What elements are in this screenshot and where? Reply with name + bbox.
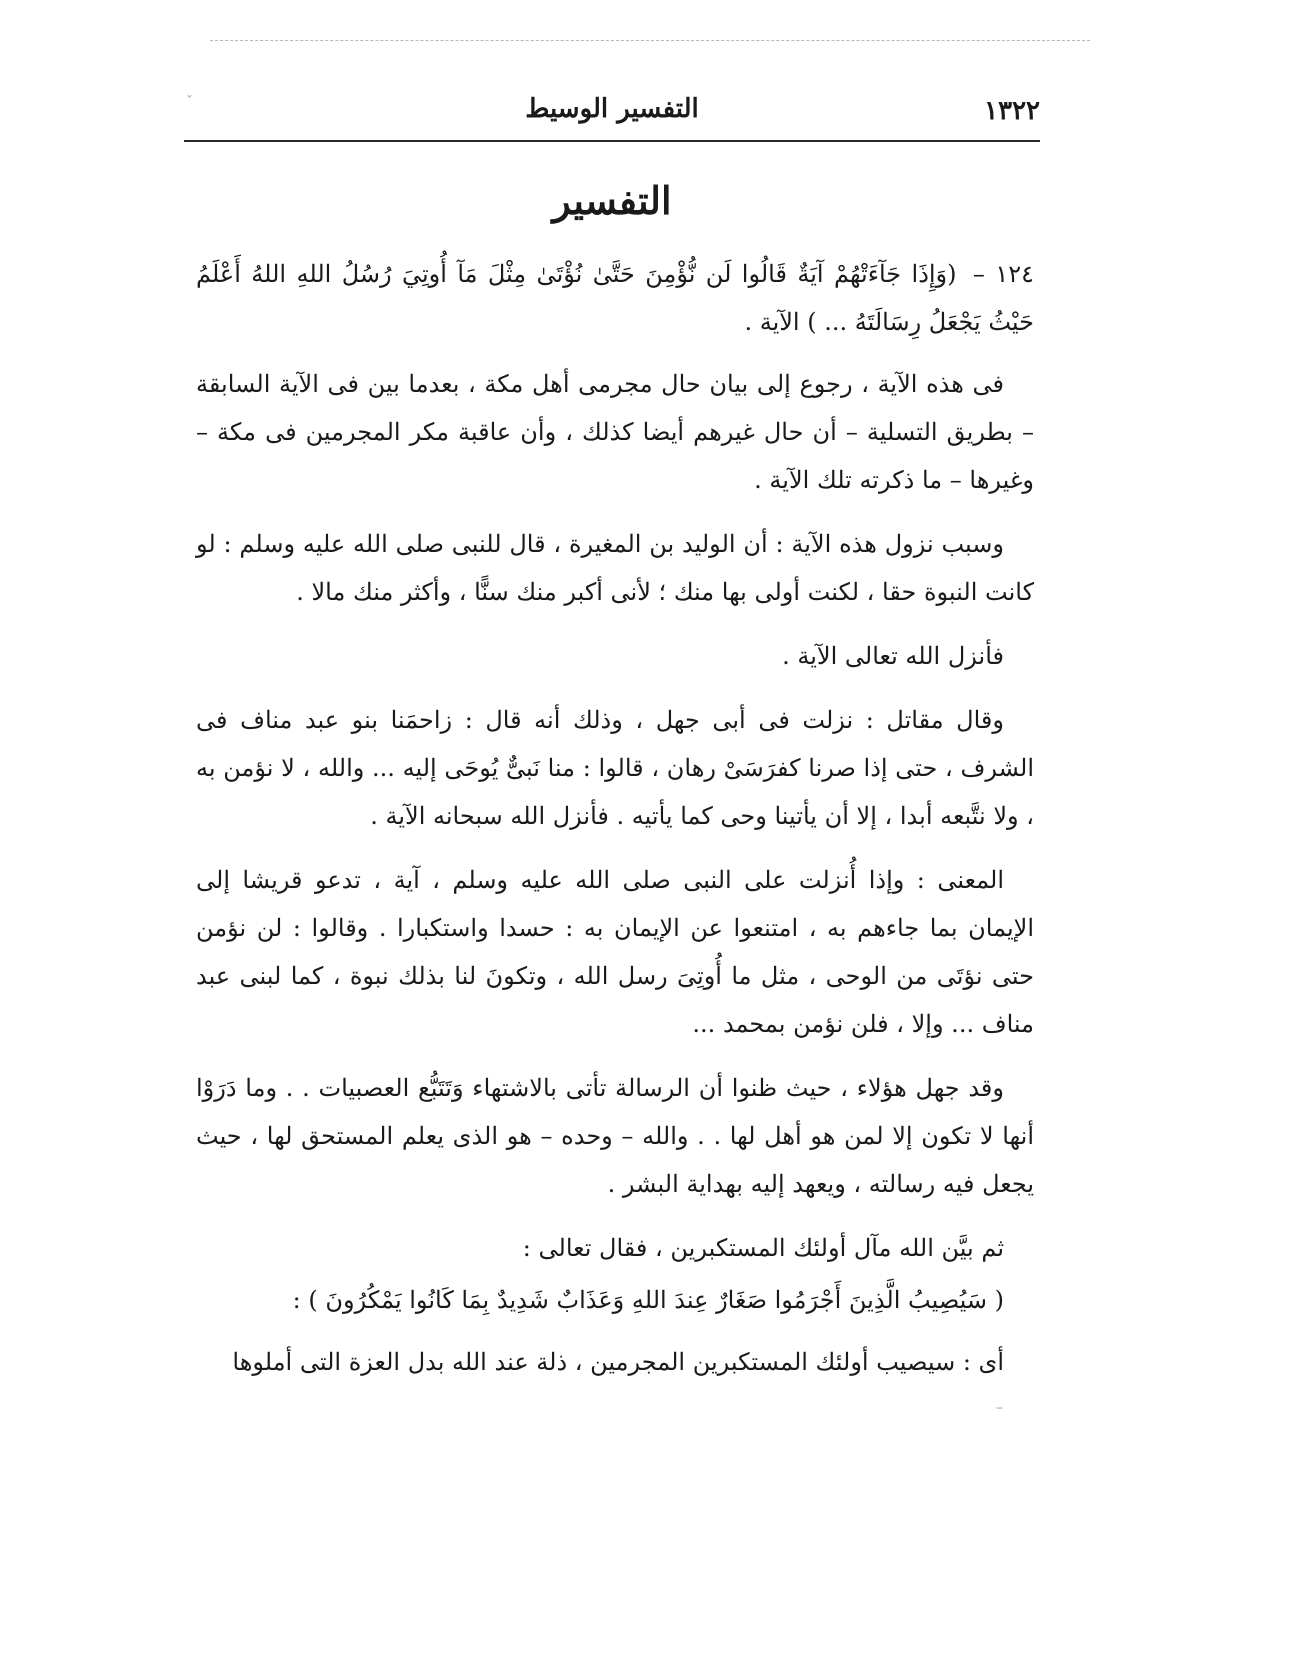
paragraph-4: وقال مقاتل : نزلت فى أبى جهل ، وذلك أنه قال : زاحمَنا بنو عبد مناف فى الشرف ، حتى إذا صرنا كفرَسَىْ رهان ، قالوا : منا نَبىٌّ يُوحَى إليه ... والله ، لا نؤمن به ، ولا نتَّبعه أبدا ، إلا أن يأتينا وحى كما يأتيه . فأنزل الله سبحانه الآية . xyxy=(196,706,1034,830)
paragraph-5: المعنى : وإذا أُنزلت على النبى صلى الله عليه وسلم ، آية ، تدعو قريشا إلى الإيمان بما جاءهم به ، امتنعوا عن الإيمان به : حسدا واستكبارا . وقالوا : لن نؤمن حتى نؤتَى من الوحى ، مثل ما أُوتِىَ رسل الله ، وتكونَ لنا بذلك نبوة ، كما لبنى عبد مناف ... وإلا ، فلن نؤمن بمحمد ... xyxy=(196,866,1034,1038)
paragraph-3: فأنزل الله تعالى الآية . xyxy=(782,642,1004,670)
body-text xyxy=(196,250,1034,1402)
paragraph-6: وقد جهل هؤلاء ، حيث ظنوا أن الرسالة تأتى بالاشتهاء وَتَتَبُّع العصبيات . . وما دَرَوْا أنها لا تكون إلا لمن هو أهل لها . . والله – وحده – هو الذى يعلم المستحق لها ، حيث يجعل فيه رسالته ، ويعهد إليه بهداية البشر . xyxy=(196,1074,1034,1198)
book-title: التفسير الوسيط xyxy=(525,94,699,124)
verse-text: (وَإِذَا جَآءَتْهُمْ آيَةٌ قَالُوا لَن نُّؤْمِنَ حَتَّىٰ نُؤْتَىٰ مِثْلَ مَآ أُوتِيَ رُسُلُ اللهِ اللهُ أَعْلَمُ حَيْثُ يَجْعَلُ رِسَالَتَهُ ... ) الآية . xyxy=(196,260,1034,336)
page-number: ١٣٢٢ xyxy=(984,96,1040,126)
paragraph-1: فى هذه الآية ، رجوع إلى بيان حال مجرمى أهل مكة ، بعدما بين فى الآية السابقة – بطريق التسلية – أن حال غيرهم أيضا كذلك ، وأن عاقبة مكر المجرمين فى مكة – وغيرها – ما ذكرته تلك الآية . xyxy=(196,370,1034,494)
verse-paragraph xyxy=(196,250,1034,346)
paragraph-2: وسبب نزول هذه الآية : أن الوليد بن المغيرة ، قال للنبى صلى الله عليه وسلم : لو كانت النبوة حقا ، لكنت أولى بها منك ؛ لأنى أكبر منك سنًّا ، وأكثر منك مالا . xyxy=(196,530,1034,606)
scan-speck: ˇ xyxy=(186,94,193,110)
scan-speck: – xyxy=(996,1400,1003,1416)
section-title: التفسير xyxy=(552,178,672,223)
header-rule xyxy=(184,140,1040,142)
verse-number: ١٢٤ – xyxy=(972,260,1034,288)
transition-line: ثم بيَّن الله مآل أولئك المستكبرين ، فقال تعالى : xyxy=(522,1234,1004,1262)
quoted-verse: ( سَيُصِيبُ الَّذِينَ أَجْرَمُوا صَغَارٌ عِندَ اللهِ وَعَذَابٌ شَدِيدٌ بِمَا كَانُوا يَمْكُرُونَ ) : xyxy=(292,1286,1004,1314)
last-line: أى : سيصيب أولئك المستكبرين المجرمين ، ذلة عند الله بدل العزة التى أملوها xyxy=(232,1348,1004,1376)
top-scan-rule xyxy=(210,40,1090,41)
running-header xyxy=(184,96,1040,136)
